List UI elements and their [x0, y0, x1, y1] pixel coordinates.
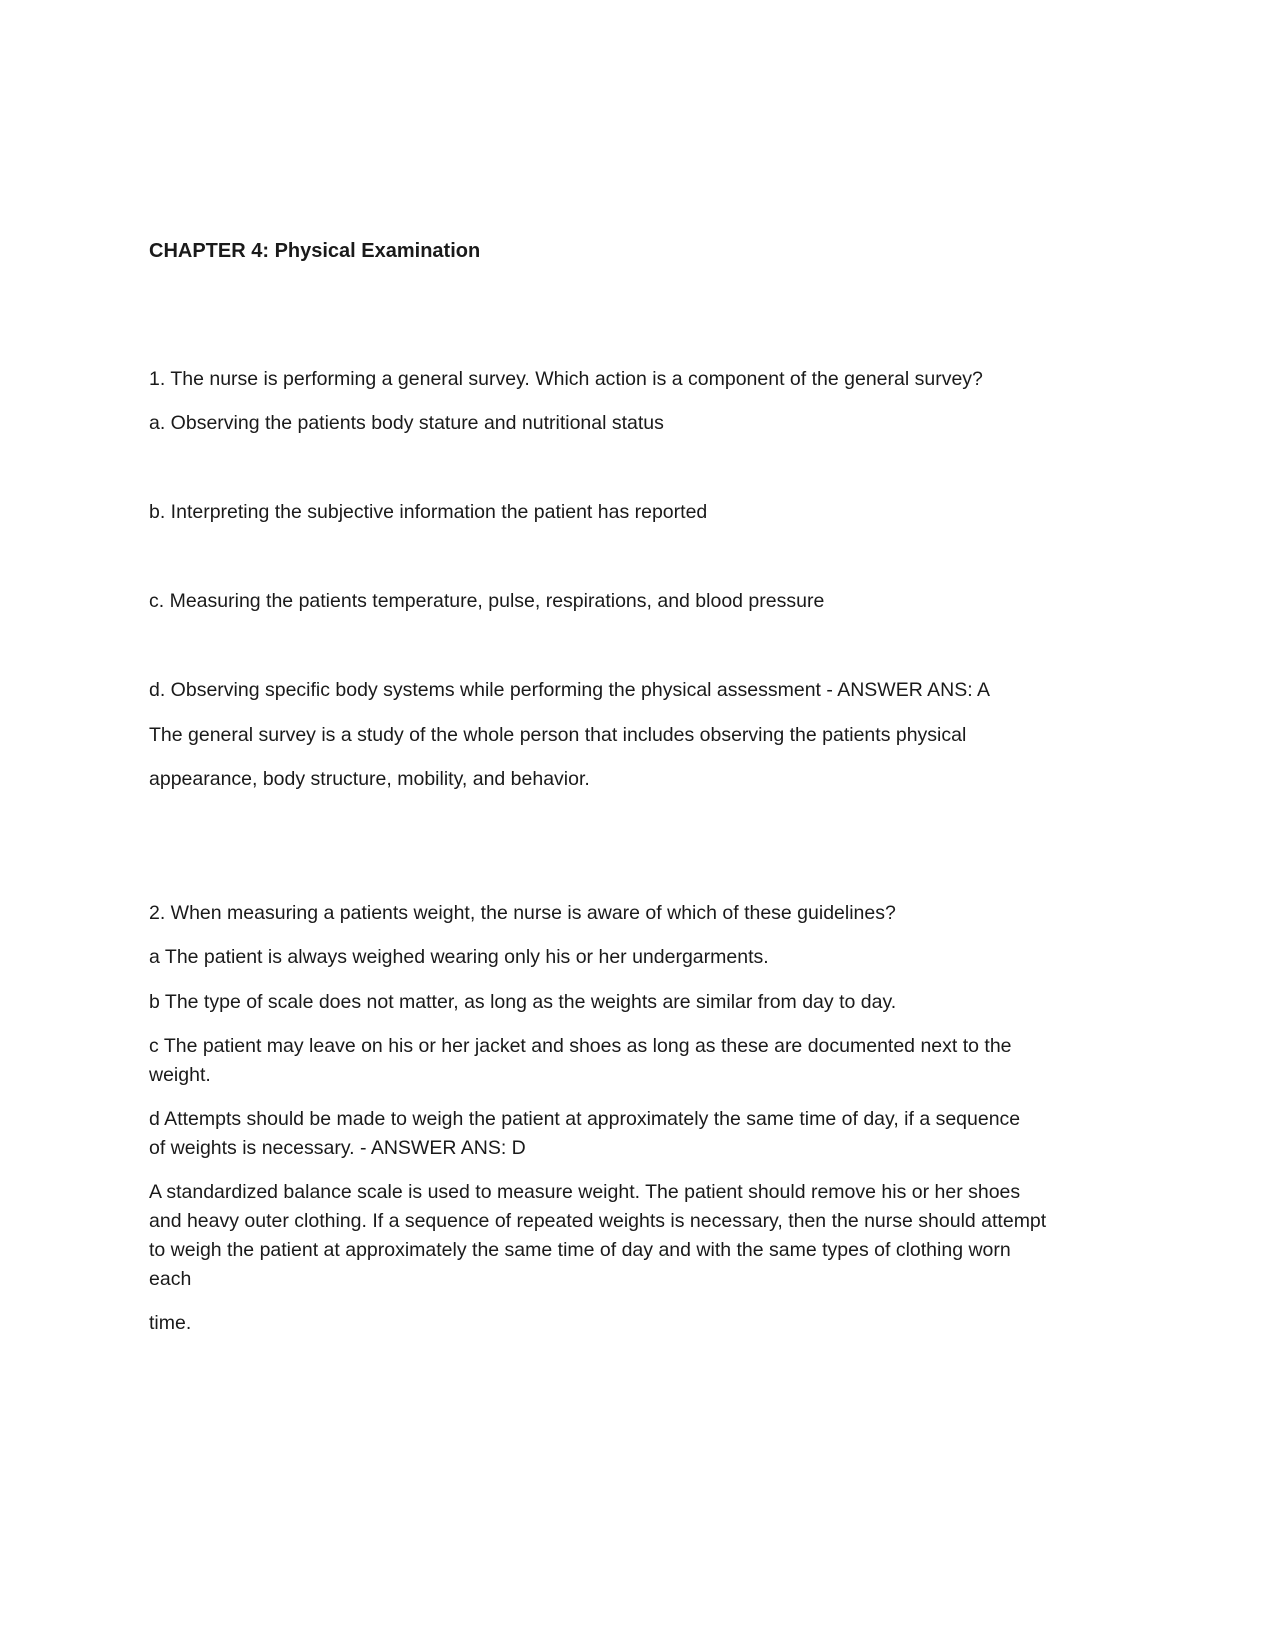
question-2-option-a: a The patient is always weighed wearing only his or her undergarments.	[149, 946, 769, 968]
question-2-rationale-line-4: each	[149, 1268, 192, 1290]
question-2-option-c-line-1: c The patient may leave on his or her jacket and shoes as long as these are documented next to the	[149, 1035, 1012, 1057]
question-1-text: 1. The nurse is performing a general survey. Which action is a component of the general survey?	[149, 368, 983, 390]
question-1-rationale-line-2: appearance, body structure, mobility, and behavior.	[149, 768, 590, 790]
question-2-rationale-line-5: time.	[149, 1312, 192, 1334]
question-2-option-d-line-2: of weights is necessary. - ANSWER ANS: D	[149, 1137, 526, 1159]
question-2-option-b: b The type of scale does not matter, as long as the weights are similar from day to day.	[149, 991, 897, 1013]
question-2-option-d-line-1: d Attempts should be made to weigh the patient at approximately the same time of day, if a sequence	[149, 1108, 1021, 1130]
question-2-text: 2. When measuring a patients weight, the nurse is aware of which of these guidelines?	[149, 902, 896, 924]
question-1-option-d: d. Observing specific body systems while performing the physical assessment - ANSWER ANS: A	[149, 679, 990, 701]
question-2-option-c-line-2: weight.	[149, 1064, 211, 1086]
question-1-option-a: a. Observing the patients body stature and nutritional status	[149, 412, 664, 434]
question-2-rationale-line-2: and heavy outer clothing. If a sequence of repeated weights is necessary, then the nurse should attempt	[149, 1210, 1047, 1232]
question-1-rationale-line-1: The general survey is a study of the whole person that includes observing the patients physical	[149, 724, 967, 746]
chapter-title: CHAPTER 4: Physical Examination	[149, 240, 481, 262]
question-2-rationale-line-3: to weigh the patient at approximately the same time of day and with the same types of clothing worn	[149, 1239, 1011, 1261]
question-1-option-b: b. Interpreting the subjective information the patient has reported	[149, 501, 708, 523]
question-2-rationale-line-1: A standardized balance scale is used to measure weight. The patient should remove his or her shoes	[149, 1181, 1021, 1203]
question-1-option-c: c. Measuring the patients temperature, pulse, respirations, and blood pressure	[149, 590, 825, 612]
